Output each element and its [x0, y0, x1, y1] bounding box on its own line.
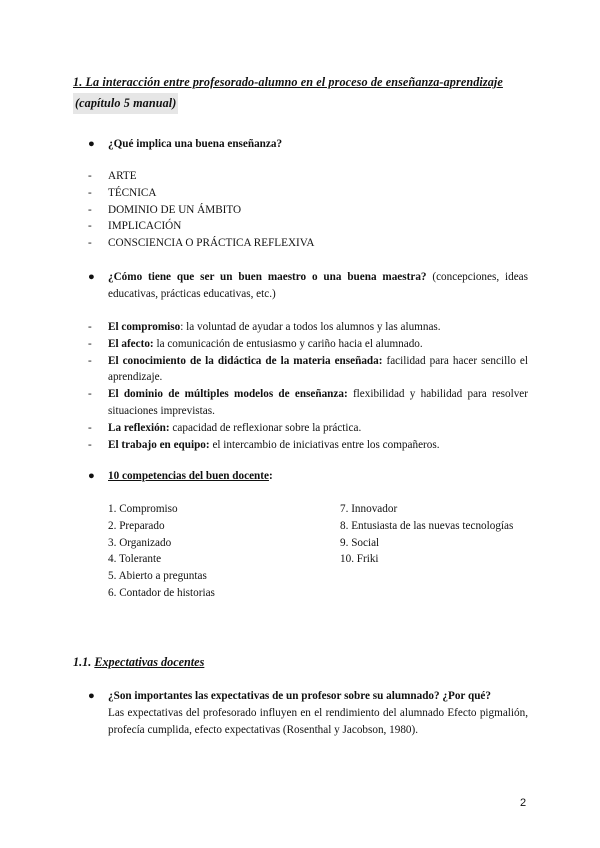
- list-item: 1. Compromiso: [108, 503, 178, 515]
- competencias-title: 10 competencias del buen docente: [108, 470, 269, 482]
- bullet-dot-icon: ●: [88, 470, 95, 482]
- ensenanza-list: [88, 168, 528, 252]
- list-item: - IMPLICACIÓN: [88, 218, 528, 235]
- list-item: 2. Preparado: [108, 519, 165, 532]
- list-item: - CONSCIENCIA O PRÁCTICA REFLEXIVA: [88, 235, 528, 252]
- heading-1-line-1: 1. La interacción entre profesorado-alumno en el proceso de enseñanza-aprendizaje: [73, 75, 503, 89]
- bullet-dot-icon: ●: [88, 690, 95, 702]
- section-heading-1-1: [73, 655, 204, 670]
- question-ensenanza: ¿Qué implica una buena enseñanza?: [108, 138, 283, 150]
- list-item: 10. Friki: [340, 553, 379, 566]
- list-item: - El afecto: la comunicación de entusiasmo y cariño hacia el alumnado.: [88, 336, 528, 353]
- list-item: - El trabajo en equipo: el intercambio de iniciativas entre los compañeros.: [88, 437, 528, 454]
- page-number: 2: [520, 797, 527, 809]
- heading-2-title: Expectativas docentes: [94, 655, 205, 669]
- heading-2-number: 1.1.: [73, 655, 95, 669]
- list-item: - ARTE: [88, 168, 528, 185]
- question-maestro: ¿Cómo tiene que ser un buen maestro o una buena maestra?: [108, 271, 427, 283]
- list-item: 5. Abierto a preguntas: [108, 570, 207, 583]
- bullet-dot-icon: ●: [88, 271, 95, 283]
- list-item: 4. Tolerante: [108, 553, 162, 566]
- list-item: - TÉCNICA: [88, 185, 528, 202]
- question-expectativas: ¿Son importantes las expectativas de un profesor sobre su alumnado? ¿Por qué?: [108, 690, 491, 702]
- list-item: - El conocimiento de la didáctica de la materia enseñada: facilidad para hacer sencillo el aprendizaje.: [88, 353, 528, 387]
- list-item: 3. Organizado: [108, 536, 172, 549]
- document-page: 1. La interacción entre profesorado-alumno en el proceso de enseñanza-aprendizaje (capítulo 5 manual) ● ¿Qué implica una buena enseñanza? - ARTE - TÉCNICA - DOMINIO DE UN ÁMBITO - IMPLICACIÓN - CONSCIENCIA O PRÁCTICA REFLEXIVA ● ¿Cómo tiene que ser un buen maestro o una buena maestra? (concepciones, ideas educativas, prácticas educativas, etc.) - El compromiso: la voluntad de ayudar a todos los alumnos y las alumnas. - El afecto: la comunicación de entusiasmo y cariño hacia el alumnado. - El conocimiento de la didáctica de la materia enseñada: facilidad para hacer sencillo el aprendizaje. - El dominio de múltiples modelos de enseñanza: flexibilidad y habilidad para resolver situaciones imprevistas. - La reflexión: capacidad de reflexionar sobre la práctica. - El trabajo en equipo: el intercambio de iniciativas entre los compañeros. ● 10 competencias del buen docente: 1. Compromiso 2. Preparado 3. Organizado 4. Tolerante 5. Abierto a preguntas 6. Contador de historias 7. Innovador 8. Entusiasta de las nuevas tecnologías 9. Social 10. Friki 1.1. Expectativas docentes ● ¿Son importantes las expectativas de un profesor sobre su alumnado? ¿Por qué? Las expectativas del profesorado influyen en el rendimiento del alumnado Efecto pigmalión, profecía cumplida, efecto expectativas (Rosenthal y Jacobson, 1980). 2: [0, 0, 600, 848]
- competencias-right-column: [340, 501, 528, 568]
- section-heading-1: [73, 72, 543, 114]
- list-item: 6. Contador de historias: [108, 586, 215, 599]
- list-item: - DOMINIO DE UN ÁMBITO: [88, 202, 528, 219]
- heading-1-line-2: (capítulo 5 manual): [73, 93, 178, 114]
- bullet-dot-icon: ●: [88, 138, 95, 150]
- list-item: - El dominio de múltiples modelos de enseñanza: flexibilidad y habilidad para resolver situaciones imprevistas.: [88, 386, 528, 420]
- answer-expectativas: Las expectativas del profesorado influyen en el rendimiento del alumnado Efecto pigmalión, profecía cumplida, efecto expectativas (Rosenthal y Jacobson, 1980).: [108, 707, 528, 736]
- maestro-qualities-list: [88, 319, 528, 453]
- competencias-left-column: [108, 501, 308, 602]
- list-item: - La reflexión: capacidad de reflexionar sobre la práctica.: [88, 420, 528, 437]
- list-item: 7. Innovador: [340, 503, 398, 515]
- list-item: 8. Entusiasta de las nuevas tecnologías: [340, 519, 514, 532]
- list-item: - El compromiso: la voluntad de ayudar a todos los alumnos y las alumnas.: [88, 319, 528, 336]
- list-item: 9. Social: [340, 536, 380, 549]
- question-maestro-note: (concepciones, ideas educativas, prácticas educativas, etc.): [108, 271, 528, 300]
